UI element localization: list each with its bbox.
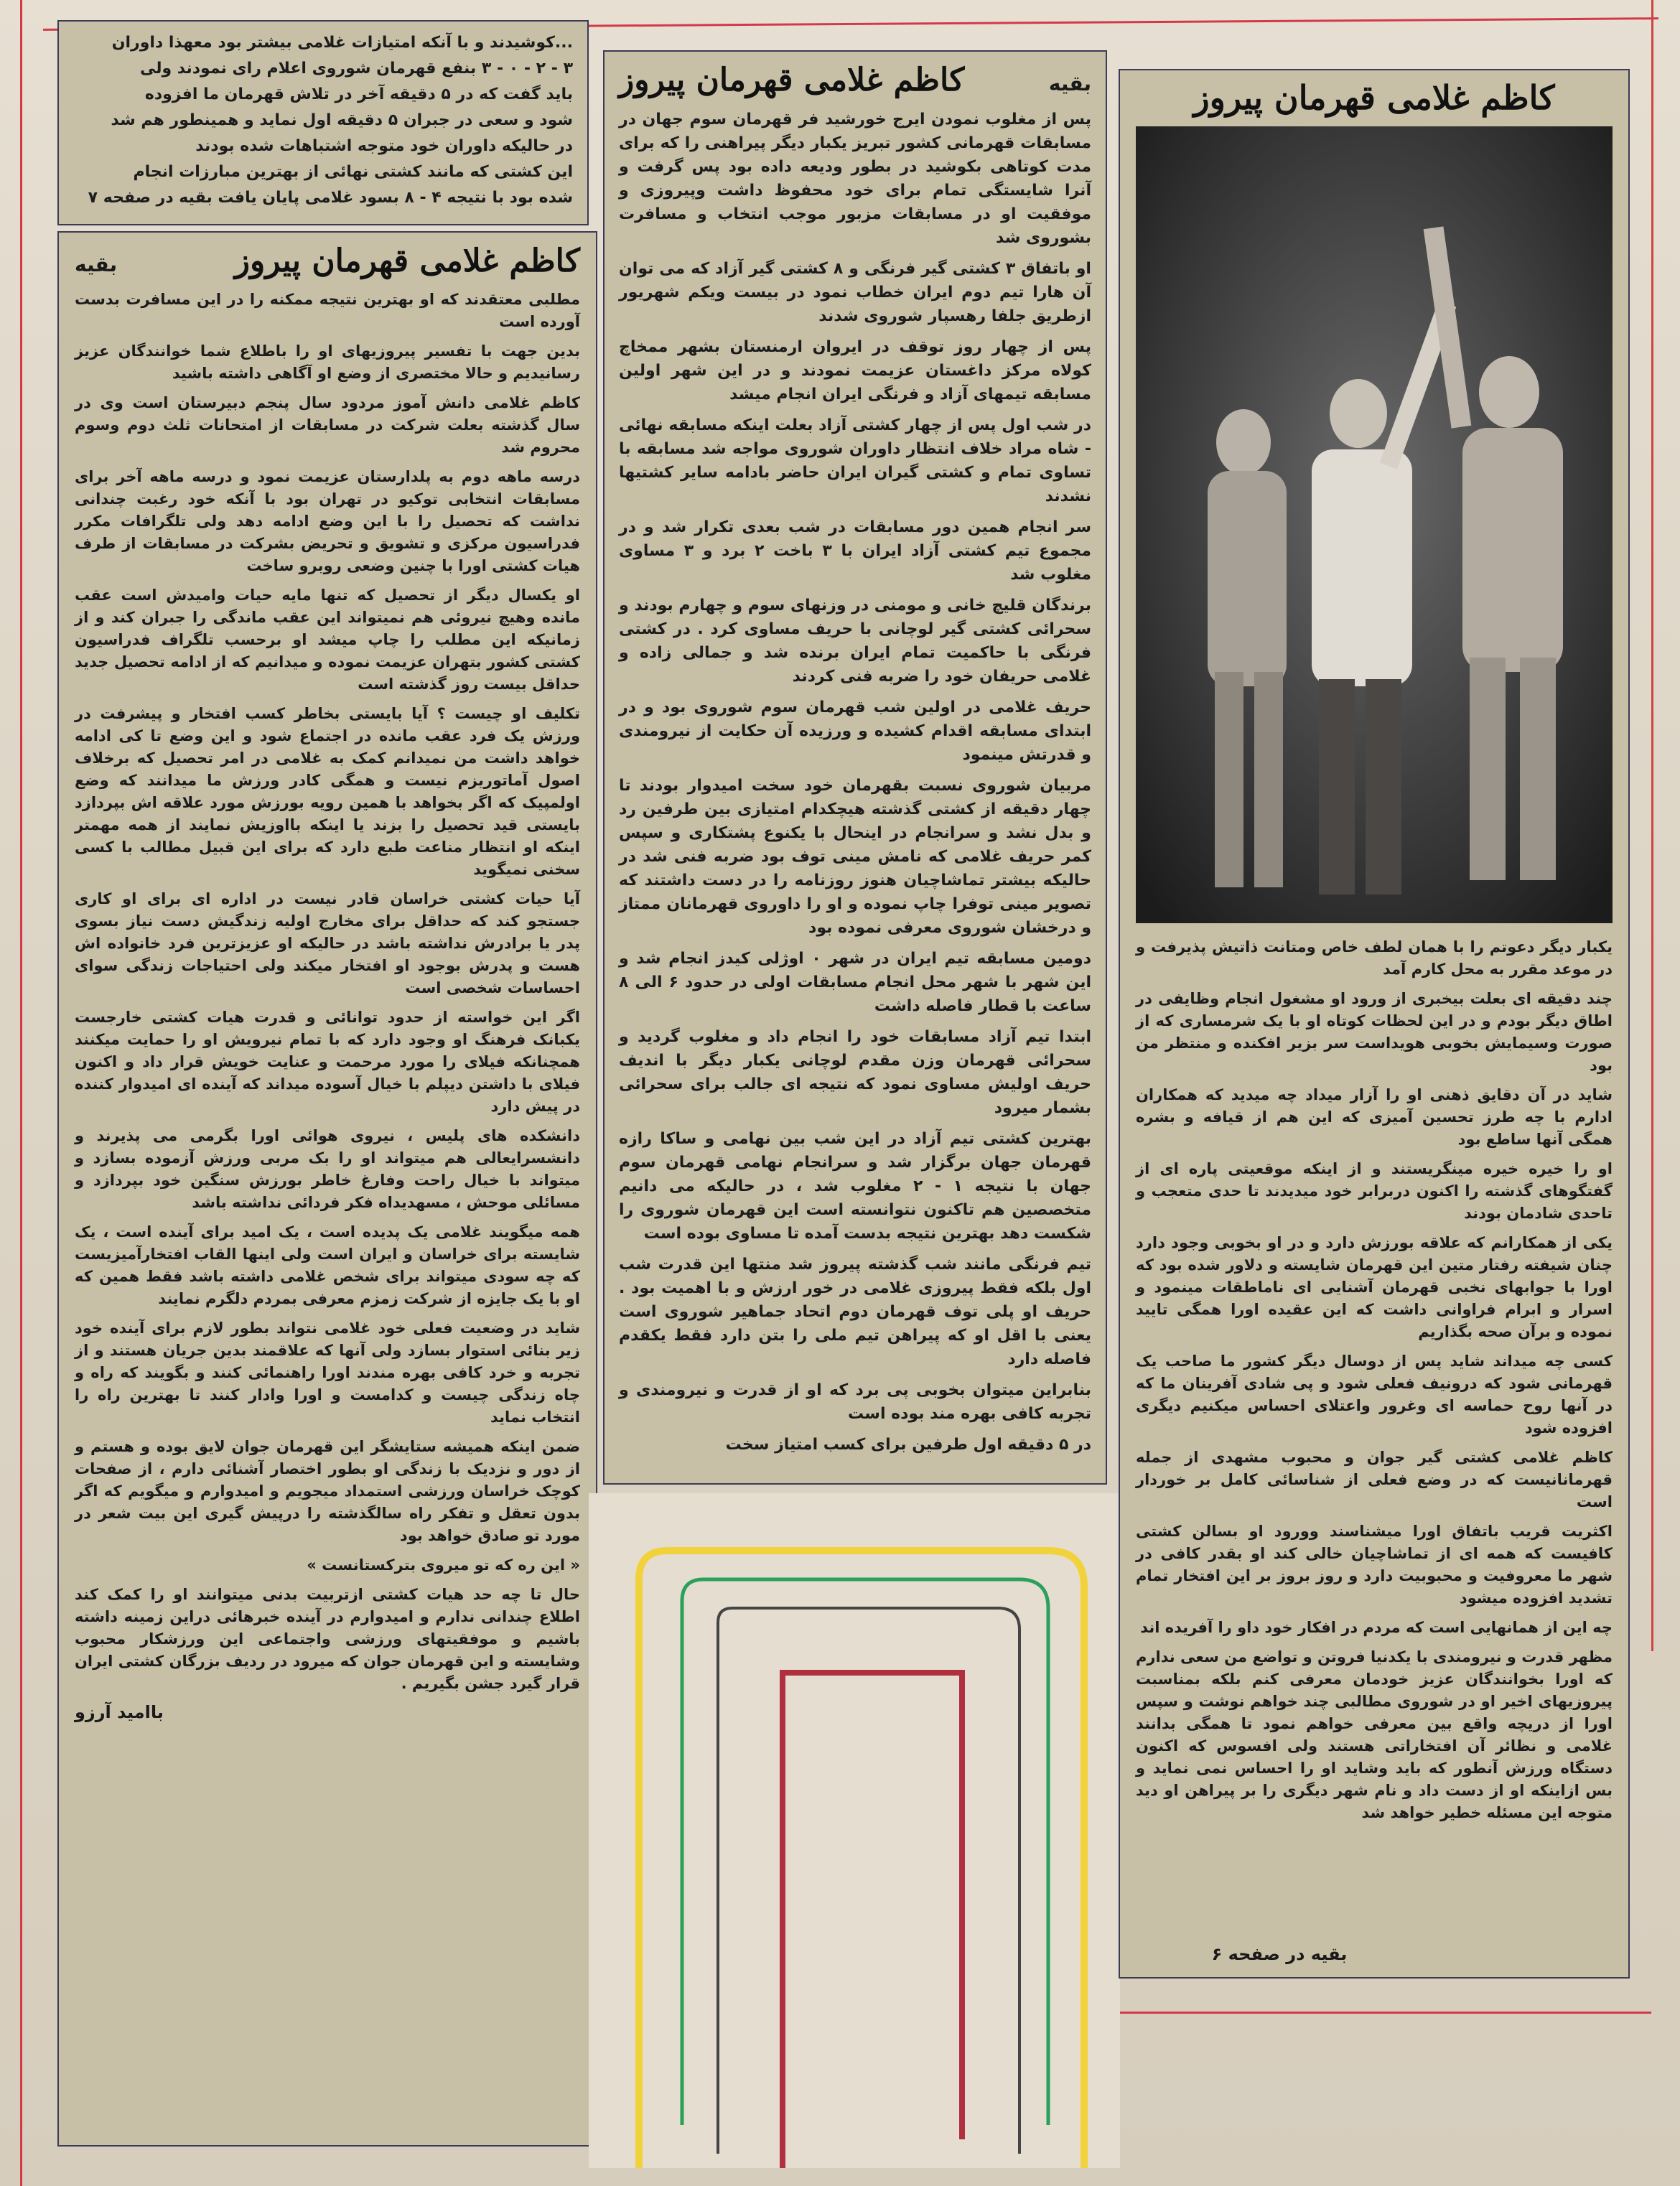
- drawing-background: [589, 1493, 1120, 2168]
- right-headline: کاظم غلامی قهرمان پیروز: [1193, 78, 1555, 117]
- left-paragraph: « این ره که تو میروی بترکستانست »: [307, 1556, 580, 1574]
- middle-paragraph: او باتفاق ۳ کشتی گیر فرنگی و ۸ کشتی گیر آزاد که می توان آن هارا تیم دوم ایران خطاب نمود در بیست ویکم شهریور ازطریق جلفا رهسپار شوروی شدند: [619, 260, 1091, 325]
- top-left-line: این کشتی که مانند کشتی نهائی از بهترین مبارزات انجام: [133, 163, 573, 181]
- middle-paragraph: بنابراین میتوان بخوبی پی برد که او از قدرت و نیرومندی و تجربه کافی بهره مند بوده است: [619, 1381, 1091, 1423]
- top-left-line: ۳ - ۲ - ۰ - ۳ بنفع قهرمان شوروی اعلام رای نمودند ولی: [139, 60, 573, 78]
- middle-paragraph: دومین مسابقه تیم ایران در شهر ۰ اوژلی کیدز انجام شد و این شهر با شهر محل انجام مسابقات اولی در حدود ۶ الی ۸ ساعت با قطار فاصله داشت: [619, 950, 1092, 1015]
- left-paragraph: حال تا چه حد هیات کشتی ازتربیت بدنی میتوانند او را کمک کند اطلاع چندانی ندارم و امیدوارم در آینده خبرهائی دراین زمینه داشته باشیم و موفقیتهای ورزشی واجتماعی این ورزشکار محبوب وشایسته و این قهرمان جوان که میرود در ردیف بزرگان کشتی ایران قرار گیرد جشن بگیریم .: [75, 1586, 580, 1692]
- middle-paragraph: تیم فرنگی مانند شب گذشته پیروز شد منتها این قدرت شب اول بلکه فقط پیروزی غلامی در خور ارزش و با اهمیت بود . حریف او پلی توف قهرمان دوم اتحاد جماهیر شوروی است یعنی با اقل او که پیراهن تیم ملی را بتن دارد فقط یکقدم فاصله دارد: [619, 1256, 1091, 1368]
- right-red-line: [1651, 0, 1653, 1651]
- left-paragraph: بدین جهت با تفسیر پیروزیهای او را باطلاع شما خوانندگان عزیز رسانیدیم و حالا مختصری از وضع او آگاهی داشته باشید: [75, 342, 580, 382]
- left-paragraph: همه میگویند غلامی یک پدیده است ، یک امید برای آینده است ، یک شایسته برای خراسان و ایران است ولی اینها القاب افتخارآمیزیست که چه سودی میتواند برای شخص غلامی داشته باشد فقط همین که او با یک جایزه از شرکت زمزم معرفی بمردم دلگرم نمایند: [75, 1223, 580, 1307]
- left-signature: باامید آرزو: [75, 1702, 164, 1722]
- right-paragraph: شاید در آن دقایق ذهنی او را آزار میداد چه میدید که همکاران ادارم با چه طرز تحسین آمیزی که این هم از قیافه و بشره همگی آنها ساطع بود: [1136, 1086, 1613, 1148]
- left-paragraph: ضمن اینکه همیشه ستایشگر این قهرمان جوان لایق بوده و هستم و از دور و نزدیک با زندگی او بطور اختصار آشنائی دارم ، از صفحات کوچک خراسان ورزشی استمداد میجویم و امیدوارم و میگویم که اگر بدون تعقل و تفکر راه سالگذشته را درپیش گیری این بیت شعر در مورد تو صادق خواهد بود: [75, 1438, 580, 1544]
- middle-paragraph: برندگان قلیچ خانی و مومنی در وزنهای سوم و چهارم بودند و سحرائی کشتی گیر لوچانی با حریف مساوی کرد . در کشتی فرنگی با حاکمیت تمام ایران برنده شد و جمالی زاده و غلامی حریفان خود را ضربه فنی کردند: [619, 597, 1091, 686]
- left-red-line: [20, 0, 22, 2186]
- middle-header: [619, 59, 1091, 108]
- left-paragraph: مطلبی معتقدند که او بهترین نتیجه ممکنه را در این مسافرت بدست آورده است: [75, 291, 580, 330]
- middle-paragraph: در شب اول پس از چهار کشتی آزاد بعلت اینکه مسابقه نهائی - شاه مراد خلاف انتظار داوران شوروی مواجه شد مسابقه با تساوی تمام و کشتی گیران ایران حاضر بادامه سایر کشتیها نشدند: [619, 416, 1091, 505]
- middle-headline: کاظم غلامی قهرمان پیروز: [619, 62, 965, 98]
- right-paragraph: یکبار دیگر دعوتم را با همان لطف خاص ومتانت ذاتیش پذیرفت و در موعد مقرر به محل کارم آمد: [1136, 938, 1613, 978]
- middle-paragraph: مربیان شوروی نسبت بقهرمان خود سخت امیدوار بودند تا چهار دقیقه از کشتی گذشته هیچکدام امتیازی بین طرفین رد و بدل نشد و سرانجام در اینحال با یکنوع پشتکاری و سپس کمر حریف غلامی که نامش مینی توف بود ضربه فنی شد در حالیکه بیشتر تماشاچیان هنوز روزنامه را در دست داشتند که تصویر مینی توفرا چاپ نموده و او را داوروی قهرمانان ممتاز و درخشان شوروی معرفی نموده بود: [619, 777, 1091, 937]
- right-continued-note: بقیه در صفحه ۶: [1211, 1944, 1348, 1964]
- right-paragraph: کسی چه میداند شاید پس از دوسال دیگر کشور ما صاحب یک قهرمانی شود که درونیف فعلی شود و پی شادی آفرینان ما که در آنها روح حماسه ای وغرور واعتلای احساس میکنیم دیگری افزوده شود: [1136, 1353, 1613, 1437]
- middle-article-clipping: [603, 50, 1107, 1485]
- middle-paragraph: بهترین کشتی تیم آزاد در این شب بین نهامی و ساکا رازه قهرمان جهان برگزار شد و سرانجام نهامی قهرمان سوم جهان با نتیجه ۱ - ۲ مغلوب شد ، در حالیکه می دانیم متخصصین هم تاکنون نتوانسته است این قهرمان شوروی را شکست دهد بهترین نتیجه بدست آمده تا مساوی بوده است: [619, 1130, 1092, 1243]
- right-paragraph: مظهر قدرت و نیرومندی با یکدنیا فروتن و تواضع من سعی ندارم که اورا بخوانندگان عزیز خودمان معرفی کنم بلکه بمناسبت پیروزیهای اخیر او در شوروی مطالبی چند خواهم نوشت و سپس اورا از دریچه واقع بین معرفی خواهم نمود تا همگی بدانند غلامی و نظائر آن افتخاراتی هستند ولی افسوس که اکنون دستگاه ورزش آنطور که باید وشاید او را احساس نمی نماید و بس ازاینکه او از دست داد و نام شهر دیگری را بر پیراهن او دید متوجه این مسئله خطیر خواهد شد: [1136, 1648, 1613, 1821]
- middle-paragraph: پس از چهار روز توقف در ایروان ارمنستان بشهر ممخاچ کولاه مرکز داغستان عزیمت نمودند و در این شهر اولین مسابقه تیمهای آزاد و فرنگی ایران انجام میشد: [619, 338, 1091, 403]
- right-paragraph: کاظم غلامی کشتی گیر جوان و محبوب مشهدی از جمله قهرمانانیست که در وضع فعلی از شناسائی کامل بر خوردار است: [1136, 1449, 1613, 1510]
- middle-paragraph: حریف غلامی در اولین شب قهرمان سوم شوروی بود و در ابتدای مسابقه اقدام کشیده و ورزیده آن حکایت از نیرومندی و قدرتش مینمود: [619, 699, 1091, 764]
- left-paragraph: درسه ماهه دوم به پلدارستان عزیمت نمود و درسه ماهه آخر برای مسابقات انتخابی توکیو در تهران بود با آنکه خود رغبت چندانی نداشت که تحصیل را با این وضع ادامه دهد ولی تلگرافات مکرر فدراسیون مرکزی و تشویق و تحریض بشرکت در مسابقات از طرف هیات کشتی اورا با چنین وضعی روبرو ساخت: [75, 468, 580, 574]
- left-article-clipping: [57, 231, 597, 2147]
- top-left-line: ...کوشیدند و با آنکه امتیازات غلامی بیشتر بود معهذا داوران: [111, 34, 573, 52]
- left-header: [75, 240, 580, 289]
- right-paragraph: او را خیره خیره مینگریستند و از اینکه موقعیتی پاره ای از گفتگوهای گذشته را اکنون دربرابر خود میدیدند تا حدی متعجب و تاحدی شادمان بودند: [1136, 1160, 1613, 1222]
- right-paragraph: چند دقیقه ای بعلت بیخبری از ورود او مشغول انجام وظایفی در اطاق دیگر بودم و در این لحظات کوتاه او با یک شرمساری که از صورت وسیمایش بخوبی هویداست سر بزیر افکنده و منتظر من بود: [1136, 990, 1613, 1074]
- middle-paragraph: سر انجام همین دور مسابقات در شب بعدی تکرار شد و در مجموع تیم کشتی آزاد ایران با ۳ باخت ۲ برد و ۳ مساوی مغلوب شد: [619, 518, 1092, 584]
- left-paragraph: تکلیف او چیست ؟ آیا بایستی بخاطر کسب افتخار و پیشرفت در ورزش یک فرد عقب مانده در اجتماع شود و این وضع تا کی ادامه خواهد داشت من نمیدانم کمک به غلامی در امر تحصیل که برخلاف اصول آماتوریزم نیست و همگی کادر ورزش ما میدانند که وضع اولمپیک که اگر بخواهد با همین رویه بورزش مورد علاقه اش بپردازد بایستی قید تحصیل را بزند یا اینکه بااوزیش نمایند از همه مهمتر اینکه او انتظار مناعت طبع دارد که برای این قبیل مطالب با کسی سخنی نمیگوید: [75, 705, 580, 878]
- left-headline: کاظم غلامی قهرمان پیروز: [234, 243, 580, 279]
- left-paragraph: شاید در وضعیت فعلی خود غلامی نتواند بطور لازم برای آینده خود زیر بنائی استوار بسازد ولی آنها که علاقمند بدین جریان هستند و از تجربه و خرد کافی بهره مندند اورا راهنمائی کنند و بگویند که راه و چاه زندگی چیست و کدامست و اورا وادار کنند تا بهترین راه را انتخاب نماید: [75, 1319, 580, 1426]
- photo-illustration: [1136, 126, 1613, 923]
- middle-article-body: [619, 108, 1091, 1457]
- right-article-clipping: [1119, 69, 1630, 1979]
- left-continued-label: بقیه: [75, 252, 118, 276]
- right-paragraph: یکی از همکارانم که علاقه بورزش دارد و در او بخوبی وجود دارد چنان شیفته رفتار متین این قهرمان شایسته و دلاور شده بود که اورا با جوابهای نخبی قهرمان آشنایی ای ناماطقات مینمود و اسرار و ابرام فراوانی داشت که این عقیده اورا همگی تایید نموده و برآن صحه بگذاریم: [1136, 1234, 1613, 1340]
- left-paragraph: کاظم غلامی دانش آموز مردود سال پنجم دبیرستان است وی در سال گذشته بعلت شرکت در مسابقات از امتحانات ثلث دوم وسوم محروم شد: [75, 394, 580, 456]
- right-article-body: [1136, 936, 1613, 1831]
- top-left-line: شده بود با نتیجه ۴ - ۸ بسود غلامی پایان یافت بقیه در صفحه ۷: [88, 189, 573, 207]
- wrestlers-photo: [1136, 126, 1613, 923]
- top-left-clipping: [57, 20, 589, 225]
- top-left-line: در حالیکه داوران خود متوجه اشتباهات شده بودند: [195, 137, 573, 155]
- top-left-line: باید گفت که در ۵ دقیقه آخر در تلاش قهرمان ما افزوده: [144, 85, 573, 103]
- left-paragraph: اگر این خواسته از حدود توانائی و قدرت هیات کشتی خارجست یکبانک فرهنگ او وجود دارد که با تمام نیرویش او را حمایت میکنند همچنانکه فیلای را مورد مرحمت و عنایت خویش قرار داد و اکنون فیلای با داشتن دیپلم با خیال آسوده میداند که آینده ای امیدوار کننده در پیش دارد: [75, 1009, 580, 1115]
- middle-paragraph: پس از مغلوب نمودن ایرج خورشید فر قهرمان سوم جهان در مسابقات قهرمانی کشور تبریز یکبار دیگر پیراهنی را که برای مدت کوتاهی بکوشید در بطور ودیعه داده بود پس گرفت و آنرا شایستگی تمام برای خود محفوظ داشت وپیروزی و موفقیت او در مسابقات مزبور موجب انتخاب و مسافرت بشوروی شد: [619, 111, 1091, 247]
- left-paragraph: آیا حیات کشتی خراسان قادر نیست در اداره ای برای او کاری جستجو کند که حداقل برای مخارج اولیه زندگیش دست نیاز بسوی پدر یا برادرش نداشته باشد در حالیکه او عزیزترین فرد خانواده اش هست و پدرش بوجود او افتخار میکند ولی احتیاجات زندگی سوای احساسات شخصی است: [75, 890, 580, 996]
- right-paragraph: چه این از همانهایی است که مردم در افکار خود داو را آفریده اند: [1140, 1619, 1613, 1636]
- middle-paragraph: در ۵ دقیقه اول طرفین برای کسب امتیاز سخت: [725, 1436, 1091, 1454]
- middle-continued-label: بقیه: [1048, 71, 1091, 95]
- top-left-line: شود و سعی در جبران ۵ دقیقه اول نماید و همینطور هم شد: [111, 111, 573, 129]
- left-paragraph: او یکسال دیگر از تحصیل که تنها مایه حیات وامیدش است عقب مانده وهیچ نیروئی هم نمیتواند این عقب ماندگی را جبران کند و از زمانیکه این مطلب را چاپ میشد او برحسب تلگراف فدراسیون کشتی کشور بتهران عزیمت نموده و میدانیم که از ادامه تحصیل جدید حداقل بیست روز گذشته است: [75, 587, 580, 693]
- left-article-body: [75, 289, 580, 1695]
- bottom-red-line: [1120, 2012, 1651, 2014]
- colored-lines-drawing: [589, 1493, 1120, 2168]
- top-left-text: [73, 30, 573, 211]
- left-paragraph: دانشکده های پلیس ، نیروی هوائی اورا بگرمی می پذیرند و دانشسرایعالی هم میتواند او را بک مربی ورزش آزموده بسازد و میتواند با خیال راحت وفارغ خاطر بورزش سنگین خود بپردازد و مسائلی موحش ، مسهدیداه فکر فردائی نداشته باشد: [75, 1127, 580, 1211]
- middle-paragraph: ابتدا تیم آزاد مسابقات خود را انجام داد و مغلوب گردید و سحرائی قهرمان وزن مقدم لوچانی یکبار دیگر با اندیف حریف اولیش مساوی نمود که نتیجه ای جالب برای سحرائی بشمار میرود: [619, 1028, 1091, 1117]
- right-paragraph: اکثریت قریب باتفاق اورا میشناسند وورود او بسالن کشتی کافیست که همه ای از تماشاچیان خالی کند او بقدر کافی در شهر ما معروفیت و محبوبیت دارد و روز بروز بر این افتخار تمام تشدید افزوده میشود: [1136, 1523, 1613, 1607]
